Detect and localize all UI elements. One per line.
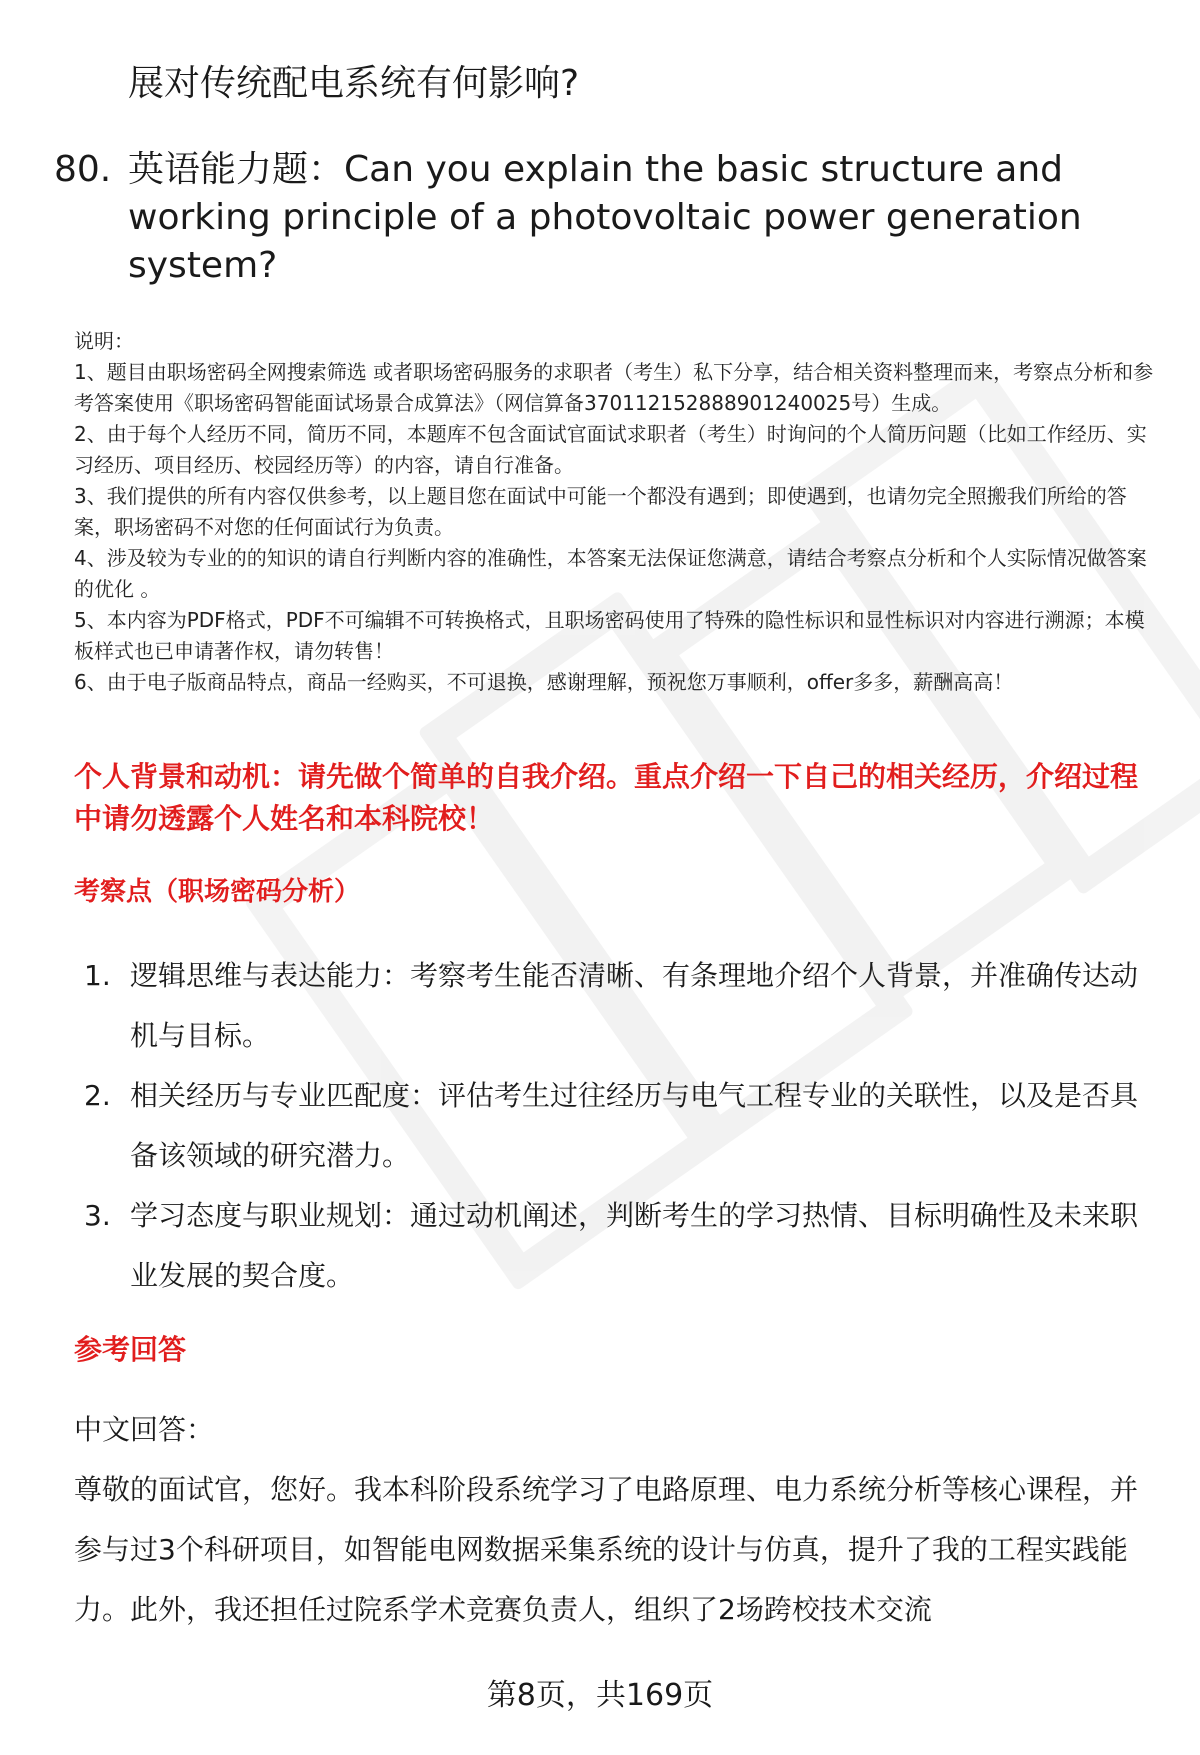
question-number: 80. bbox=[54, 149, 112, 190]
note-item: 3、我们提供的所有内容仅供参考，以上题目您在面试中可能一个都没有遇到；即使遇到，也请勿完全照搬我们所给的答案，职场密码不对您的任何面试行为负责。 bbox=[74, 484, 1127, 539]
list-item bbox=[84, 1186, 1164, 1306]
list-number: 2. bbox=[84, 1079, 111, 1112]
answer-text: 尊敬的面试官，您好。我本科阶段系统学习了电路原理、电力系统分析等核心课程，并参与过3个科研项目，如智能电网数据采集系统的设计与仿真，提升了我的工程实践能力。此外，我还担任过院系学术竞赛负责人，组织了2场跨校技术交流 bbox=[74, 1473, 1139, 1626]
list-text: 学习态度与职业规划：通过动机阐述，判断考生的学习热情、目标明确性及未来职业发展的契合度。 bbox=[130, 1199, 1139, 1292]
answer-label: 中文回答： bbox=[74, 1413, 215, 1446]
note-item: 1、题目由职场密码全网搜索筛选 或者职场密码服务的求职者（考生）私下分享，结合相关资料整理而来，考察点分析和参考答案使用《职场密码智能面试场景合成算法》（网信算备370112152888901240025号）生成。 bbox=[74, 360, 1154, 415]
note-item: 4、涉及较为专业的的知识的请自行判断内容的准确性，本答案无法保证您满意，请结合考察点分析和个人实际情况做答案的优化 。 bbox=[74, 546, 1147, 601]
note-item: 2、由于每个人经历不同，简历不同，本题库不包含面试官面试求职者（考生）时询问的个人简历问题（比如工作经历、实习经历、项目经历、校园经历等）的内容，请自行准备。 bbox=[74, 422, 1147, 477]
analysis-heading: 考察点（职场密码分析） bbox=[74, 877, 361, 907]
answer-section bbox=[74, 1400, 1164, 1640]
page-footer: 第8页，共169页 bbox=[486, 1678, 714, 1713]
list-number: 3. bbox=[84, 1199, 111, 1232]
reference-heading: 参考回答 bbox=[74, 1333, 187, 1366]
note-item: 6、由于电子版商品特点，商品一经购买，不可退换，感谢理解，预祝您万事顺利，offer多多，薪酬高高！ bbox=[74, 670, 1014, 694]
list-number: 1. bbox=[84, 959, 111, 992]
notes-heading: 说明： bbox=[74, 329, 134, 353]
disclaimer-notes bbox=[74, 326, 1164, 698]
list-item bbox=[84, 1066, 1164, 1186]
list-text: 相关经历与专业匹配度：评估考生过往经历与电气工程专业的关联性，以及是否具备该领域的研究潜力。 bbox=[130, 1079, 1139, 1172]
question-continuation: 展对传统配电系统有何影响? bbox=[128, 63, 580, 104]
question-text: 英语能力题：Can you explain the basic structure and working principle of a photovoltaic power generation system? bbox=[128, 149, 1082, 286]
note-item: 5、本内容为PDF格式，PDF不可编辑不可转换格式，且职场密码使用了特殊的隐性标识和显性标识对内容进行溯源；本模板样式也已申请著作权，请勿转售！ bbox=[74, 608, 1145, 663]
analysis-points bbox=[84, 946, 1164, 1306]
interview-prompt: 个人背景和动机：请先做个简单的自我介绍。重点介绍一下自己的相关经历，介绍过程中请勿透露个人姓名和本科院校！ bbox=[74, 760, 1139, 835]
list-item bbox=[84, 946, 1164, 1066]
list-text: 逻辑思维与表达能力：考察考生能否清晰、有条理地介绍个人背景，并准确传达动机与目标。 bbox=[130, 959, 1139, 1052]
